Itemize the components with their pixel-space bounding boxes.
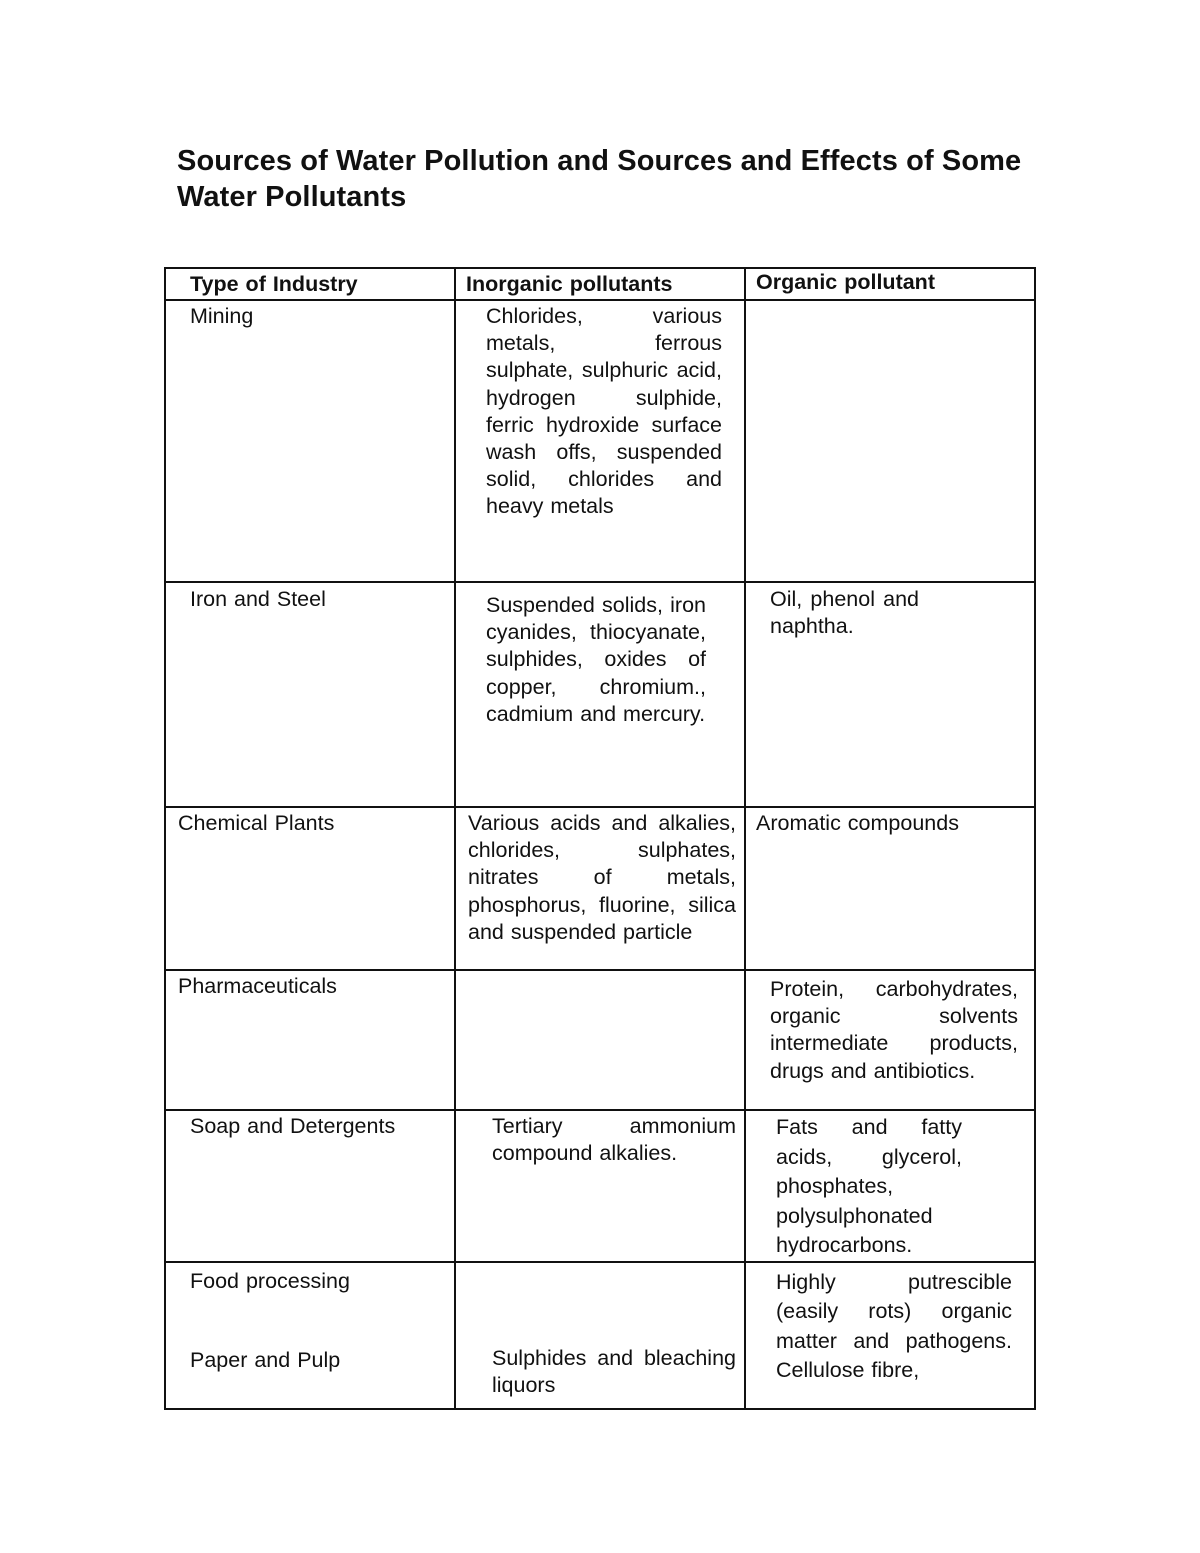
table-header-row [165,268,1035,300]
organic-text: Fats and fatty acids, glycerol, phosphates, polysulphonated hydrocarbons. [776,1115,962,1257]
table-row [165,300,1035,582]
inorganic-cell [455,300,745,582]
organic-text: Oil, phenol and naphtha. [770,587,919,639]
organic-cell [745,970,1035,1110]
table-row [165,807,1035,970]
inorganic-cell [455,970,745,1110]
header-organic-pollutant [745,268,1035,300]
inorganic-text: Various acids and alkalies, chlorides, sulphates, nitrates of metals, phosphorus, fluorine, silica and suspended particle [468,811,736,944]
industry-label: Mining [190,304,254,328]
organic-cell [745,1262,1035,1410]
organic-cell [745,300,1035,582]
header-label: Organic pollutant [756,270,935,294]
industry-label: Soap and Detergents [190,1114,396,1138]
table-row [165,970,1035,1110]
industry-label: Pharmaceuticals [178,974,337,998]
inorganic-cell [455,807,745,970]
industry-cell [165,1110,455,1262]
organic-text: Protein, carbohydrates, organic solvents intermediate products, drugs and antibiotics. [770,977,1018,1083]
table-row [165,1262,1035,1410]
table-row [165,1110,1035,1262]
inorganic-text: Sulphides and bleaching liquors [492,1345,736,1397]
industry-label: Iron and Steel [190,587,326,611]
inorganic-text [456,971,744,973]
header-type-of-industry [165,268,455,300]
organic-cell [745,807,1035,970]
header-label: Type of Industry [190,272,358,296]
organic-cell [745,582,1035,807]
organic-text: Highly putrescible (easily rots) organic matter and pathogens. Cellulose fibre, [776,1269,1012,1382]
table-row [165,582,1035,807]
inorganic-text: Suspended solids, iron cyanides, thiocyanate, sulphides, oxides of copper, chromium., cadmium and mercury. [486,593,706,726]
organic-text [746,301,1034,303]
industry-cell [165,300,455,582]
header-inorganic-pollutants [455,268,745,300]
page-title: Sources of Water Pollution and Sources and Effects of Some Water Pollutants [177,145,1022,213]
pollutants-table [164,267,1036,1410]
inorganic-cell [455,582,745,807]
spacer [166,1295,454,1345]
industry-cell [165,582,455,807]
inorganic-cell [455,1110,745,1262]
industry-label: Chemical Plants [178,811,335,835]
organic-text: Aromatic compounds [756,811,959,835]
header-label: Inorganic pollutants [466,272,673,296]
industry-label: Food processing [190,1268,350,1293]
inorganic-cell [455,1262,745,1410]
industry-cell [165,807,455,970]
inorganic-text: Tertiary ammonium compound alkalies. [492,1114,736,1166]
industry-cell [165,970,455,1110]
inorganic-text: Chlorides, various metals, ferrous sulphate, sulphuric acid, hydrogen sulphide, ferric hydroxide surface wash offs, suspended solid, chlorides and heavy metals [486,304,722,519]
industry-cell [165,1262,455,1410]
industry-label-2: Paper and Pulp [190,1347,341,1372]
organic-cell [745,1110,1035,1262]
